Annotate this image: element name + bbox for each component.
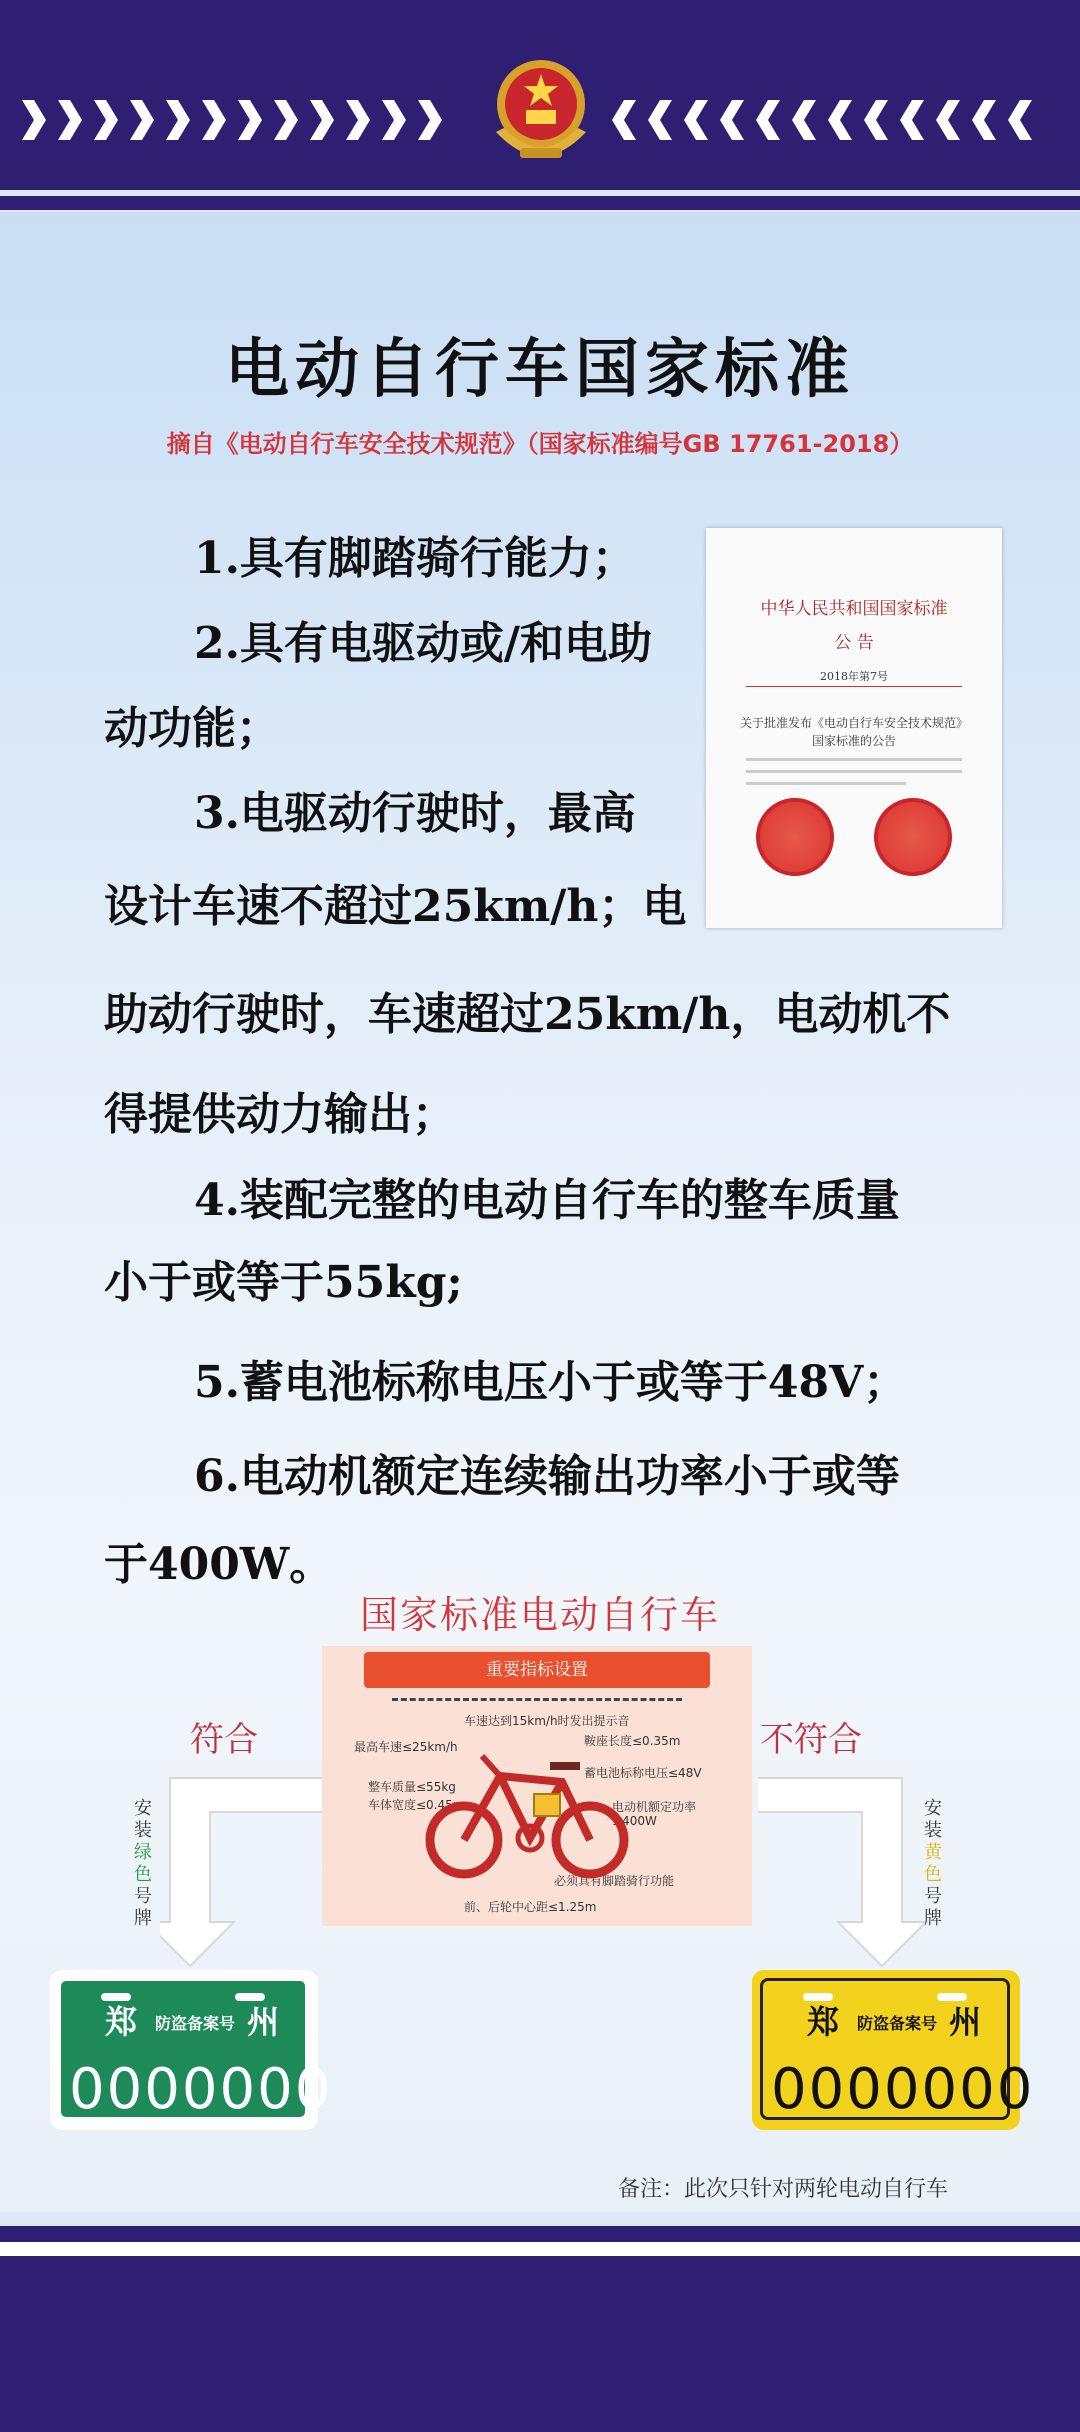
plate-city-2: 州 xyxy=(949,2003,982,2041)
chevron-icon xyxy=(754,98,784,142)
chevron-icon xyxy=(898,98,928,142)
top-stripe xyxy=(0,196,1080,210)
left-arrow-icon xyxy=(160,1772,330,1968)
vertical-char: 装 xyxy=(924,1820,942,1841)
label-pedal: 必须具有脚踏骑行功能 xyxy=(554,1874,675,1888)
seal-icon xyxy=(756,798,834,876)
chevron-icon xyxy=(718,98,748,142)
police-emblem-icon xyxy=(482,52,600,174)
vertical-char: 色 xyxy=(924,1864,942,1885)
footnote: 备注：此次只针对两轮电动自行车 xyxy=(618,2177,949,2202)
vertical-char: 色 xyxy=(134,1864,152,1885)
chevron-icon xyxy=(90,98,120,142)
doc-divider xyxy=(746,686,962,687)
doc-heading-1: 中华人民共和国国家标准 xyxy=(760,599,948,619)
chevron-icon xyxy=(306,98,336,142)
doc-text-line xyxy=(746,782,906,785)
vertical-char: 号 xyxy=(134,1886,152,1907)
chevron-icon xyxy=(934,98,964,142)
diagram-title: 国家标准电动自行车 xyxy=(359,1593,720,1637)
chevron-icon xyxy=(646,98,676,142)
label-speed-alert: 车速达到15km/h时发出提示音 xyxy=(464,1714,630,1728)
label-mass: 整车质量≤55kg xyxy=(368,1780,456,1794)
chevron-icon xyxy=(378,98,408,142)
chevron-icon xyxy=(198,98,228,142)
yellow-plate-face xyxy=(760,1978,1035,2122)
vertical-char: 牌 xyxy=(924,1908,942,1929)
label-width: 车体宽度≤0.45m xyxy=(368,1798,465,1812)
label-max-speed: 最高车速≤25km/h xyxy=(354,1740,458,1754)
rule-2b: 动功能； xyxy=(104,703,280,754)
label-wheelbase: 前、后轮中心距≤1.25m xyxy=(464,1900,597,1914)
chevron-icon xyxy=(1006,98,1036,142)
right-arrow-icon xyxy=(752,1772,932,1968)
plate-number: 0000000 xyxy=(69,2057,333,2122)
label-motor: 电动机额定功率 xyxy=(612,1800,697,1814)
noncompliant-label: 不符合 xyxy=(760,1720,862,1760)
vertical-char: 牌 xyxy=(134,1908,152,1929)
rule-1: 1.具有脚踏骑行能力； xyxy=(194,533,636,584)
doc-caption-2: 国家标准的公告 xyxy=(811,734,896,748)
right-vertical-text xyxy=(922,1798,944,1930)
right-chevrons xyxy=(610,98,1036,146)
vertical-char: 安 xyxy=(924,1798,942,1819)
doc-caption-1: 关于批准发布《电动自行车安全技术规范》 xyxy=(739,716,968,730)
bottom-band xyxy=(0,2226,1080,2432)
chevron-icon xyxy=(610,98,640,142)
plate-city-2: 州 xyxy=(247,2003,280,2041)
rule-6a: 6.电动机额定连续输出功率小于或等 xyxy=(194,1451,900,1502)
diagram-header: 重要指标设置 xyxy=(364,1652,710,1688)
doc-text-line xyxy=(746,770,962,773)
chevron-icon xyxy=(414,98,444,142)
rule-3c: 助动行驶时，车速超过25km/h，电动机不 xyxy=(104,989,951,1040)
vertical-char: 黄 xyxy=(924,1842,942,1863)
chevron-icon xyxy=(54,98,84,142)
vertical-char: 安 xyxy=(134,1798,152,1819)
doc-text-line xyxy=(746,758,962,761)
chevron-icon xyxy=(682,98,712,142)
chevron-icon xyxy=(826,98,856,142)
left-vertical-text xyxy=(132,1798,154,1930)
vertical-char: 号 xyxy=(924,1886,942,1907)
page-title: 电动自行车国家标准 xyxy=(225,333,855,407)
bottom-stripe xyxy=(0,2242,1080,2256)
doc-heading-2: 公 告 xyxy=(834,633,874,653)
page-subtitle: 摘自《电动自行车安全技术规范》（国家标准编号GB 17761-2018） xyxy=(166,430,914,458)
green-plate-face xyxy=(58,1978,333,2122)
vertical-char: 装 xyxy=(134,1820,152,1841)
yellow-license-plate xyxy=(752,1970,1035,2130)
chevron-icon xyxy=(270,98,300,142)
plate-middle-text: 防盗备案号 xyxy=(856,2014,937,2033)
chevron-icon xyxy=(18,98,48,142)
label-battery: 蓄电池标称电压≤48V xyxy=(584,1766,702,1780)
diagram-dashes xyxy=(392,1698,682,1701)
plate-middle-text: 防盗备案号 xyxy=(154,2014,235,2033)
rule-2a: 2.具有电驱动或/和电助 xyxy=(194,618,653,669)
chevron-icon xyxy=(970,98,1000,142)
label-saddle: 鞍座长度≤0.35m xyxy=(584,1734,681,1748)
rule-3b: 设计车速不超过25km/h；电 xyxy=(104,881,687,932)
rule-3a: 3.电驱动行驶时，最高 xyxy=(194,788,636,839)
green-license-plate xyxy=(50,1970,333,2130)
standard-document-image xyxy=(706,528,1002,928)
chevron-icon xyxy=(790,98,820,142)
rule-3d: 得提供动力输出； xyxy=(104,1089,456,1140)
chevron-icon xyxy=(162,98,192,142)
rule-5: 5.蓄电池标称电压小于或等于48V； xyxy=(194,1357,908,1408)
plate-city-1: 郑 xyxy=(807,2003,840,2041)
plate-city-1: 郑 xyxy=(105,2003,138,2041)
vertical-char: 绿 xyxy=(134,1842,152,1863)
rule-4a: 4.装配完整的电动自行车的整车质量 xyxy=(194,1175,900,1226)
rule-4b: 小于或等于55kg; xyxy=(104,1257,463,1308)
seal-icon xyxy=(874,798,952,876)
plate-number: 0000000 xyxy=(771,2057,1035,2122)
label-motor-power: ≤400W xyxy=(612,1814,657,1828)
chevron-icon xyxy=(342,98,372,142)
chevron-icon xyxy=(862,98,892,142)
doc-date: 2018年第7号 xyxy=(820,670,888,683)
chevron-icon xyxy=(126,98,156,142)
compliant-label: 符合 xyxy=(190,1720,258,1760)
left-chevrons xyxy=(18,98,444,146)
chevron-icon xyxy=(234,98,264,142)
rule-6b: 于400W。 xyxy=(104,1539,334,1590)
bicycle-diagram xyxy=(322,1646,752,1926)
bicycle-icon xyxy=(422,1746,652,1886)
